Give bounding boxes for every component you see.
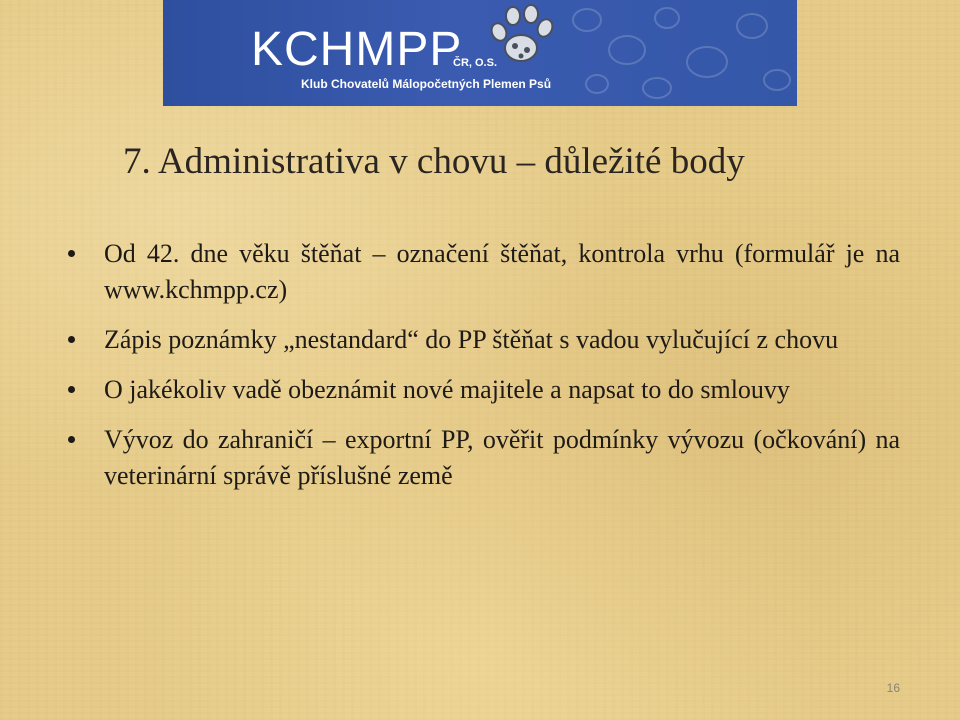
bullet-text: Od 42. dne věku štěňat – označení štěňat, kontrola vrhu (formulář je na www.kchmpp.cz) [104, 239, 900, 304]
logo-name: KCHMPP [251, 23, 463, 76]
bullet-list [66, 236, 900, 508]
logo-suffix: ČR, O.S. [453, 57, 498, 69]
slide-title: 7. Administrativa v chovu – důležité body [123, 141, 745, 182]
bullet-text: Zápis poznámky „nestandard“ do PP štěňat s vadou vylučující z chovu [104, 325, 839, 354]
bullet-dot-icon [68, 336, 75, 343]
logo-banner [163, 0, 797, 106]
slide-number: 16 [886, 681, 900, 695]
bullet-item [66, 322, 900, 358]
bullet-dot-icon [68, 386, 75, 393]
bullet-item [66, 422, 900, 494]
paw-pattern-decoration [557, 0, 797, 106]
bullet-item [66, 372, 900, 408]
bullet-item [66, 236, 900, 308]
bullet-dot-icon [68, 250, 75, 257]
bullet-dot-icon [68, 436, 75, 443]
bullet-text: Vývoz do zahraničí – exportní PP, ověřit podmínky vývozu (očkování) na veterinární správě příslušné země [104, 425, 900, 490]
logo-subtitle: Klub Chovatelů Málopočetných Plemen Psů [301, 77, 552, 91]
bullet-text: O jakékoliv vadě obeznámit nové majitele a napsat to do smlouvy [104, 375, 790, 404]
